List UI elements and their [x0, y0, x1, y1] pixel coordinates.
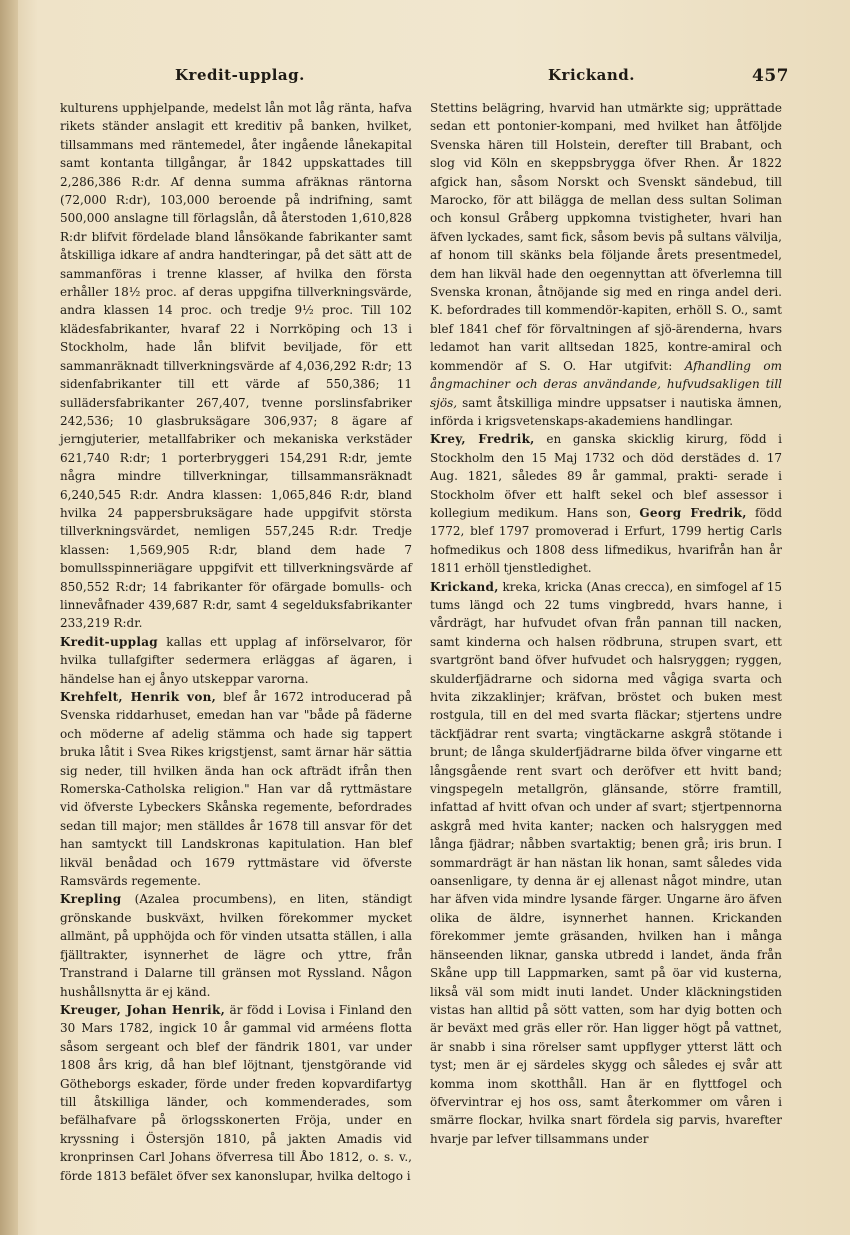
page-number: 457 [752, 66, 789, 86]
entry-kreuger [60, 1001, 412, 1185]
headword: Krehfelt, Henrik von, [60, 690, 217, 704]
entry-krehfelt [60, 688, 412, 890]
entry-kredit-upplag [60, 633, 412, 688]
entry-text: kallas ett upplag af införselvaror, för hvilka tullafgifter sedermera erläggas af ägaren, i händelse han ej ånyo utskeppar varorna. [60, 634, 412, 686]
right-paragraph-0 [430, 99, 782, 430]
entry-text: är född i Lovisa i Finland den 30 Mars 1782, ingick 10 år gammal vid arméens flotta såsom sergeant och blef der fändrik 1801, var under 1808 års krig, då han blef löjtnant, tjenstgörande vid Götheborgs eskader, förde under freden kopvardifartyg till åtskilliga länder, och kommenderades, som befälhafvare på örlogsskonerten Fröja, under en kryssning i Östersjön 1810, på jakten Amadis vid kronprinsen Carl Johans öfverresa till Åbo 1812, o. s. v., förde 1813 befälet öfver sex kanonslupar, hvilka deltogo i [60, 1002, 412, 1183]
headword: Krickand, [430, 579, 499, 594]
page-binding-edge [0, 0, 18, 1235]
headword: Krepling [60, 892, 122, 907]
entry-krepling [60, 890, 412, 1000]
headword: Kreuger, Johan Henrik, [60, 1002, 226, 1017]
headword-secondary: Georg Fredrik, [639, 505, 747, 520]
entry-text-tail: född 1772, blef 1797 promoverad i Erfurt, 1799 hertig Carls hofmedikus och 1808 dess lifmedikus, hvarifrån han år 1811 erhöll tjenstledighet. [430, 505, 782, 576]
left-column [60, 99, 412, 1185]
header-center-title: Krickand. [548, 66, 635, 84]
entry-text: blef år 1672 introducerad på Svenska riddarhuset, emedan han var "både på fäderne och möderne af adelig stämma och hade sig tappert bruka låtit i Svea Rikes krigstjenst, samt ärnar här sättia sig neder, till hvilken ända han ock afträdt ifrån then Romerska-Catholska religion." Han var då ryttmästare vid öfverste Lybeckers Skånska regemente, befordrades sedan till major; men ställdes år 1678 till ansvar för det han samtyckt till Landskronas kapitulation. Han blef likväl benådad och 1679 ryttmästare vid öfverste Ramsvärds regemente. [60, 690, 412, 889]
entry-krickand [430, 578, 782, 1149]
entry-text: kreka, kricka (Anas crecca), en simfogel af 15 tums längd och 22 tums vingbredd, hvars hanne, i vårdrägt, har hufvudet ofvan från pannan till nacken, samt kinderna och halsen rödbruna, strupen svart, ett svartgrönt band öfver hufvudet och halsryggen; ryggen, skulderfjädrarne och sidorna med vågiga svarta och hvita zikzaklinjer; kräfvan, bröstet och buken mest rostgula, till en del med svarta fläckar; stjertens undre täckfjädrar rent svarta; vingtäckarne askgrå stötande i brunt; de långa skulderfjädrarne bilda öfver vingarne ett långsgående rent svart och deröfver ett hvitt band; vingspegeln metallgrön, glänsande, större framtill, infattad af hvitt ofvan och under af svart; stjertpennorna askgrå med hvita kanter; nacken och halsryggen med långa fjädrar; nåbben svartaktig; benen grå; iris brun. I sommardrägt är han nästan lik honan, samt således vida oansenligare, ty denna är ej allenast något mindre, utan har äfven vida mindre lysande färger. Ungarne äro äfven olika de äldre, isynnerhet hannen. Krickanden förekommer jemte gräsanden, hvilken han i många hänseenden liknar, ganska utbredd i landet, ända från Skåne upp till Lappmarken, samt på öar vid kusterna, likså väl som midt inuti landet. Under kläckningstiden vistas han alltid på sött vatten, som har dyig botten och är beväxt med gräs eller rör. Han ligger högt på vattnet, är snabb i sina rörelser samt uppflyger ytterst lätt och tyst; men är ej särdeles skygg och således ej svår att komma inom skotthåll. Han är en flyttfogel och öfvervintrar ej hos oss, samt återkommer om våren i smärre flockar, hvilka snart fördela sig parvis, hvarefter hvarje par lefver tillsammans under [430, 579, 782, 1146]
left-text-0: kulturens upphjelpande, medelst lån mot låg ränta, hafva rikets ständer anslagit ett kreditiv på banken, hvilket, tillsammans med räntemedel, åter ingående lånekapital samt kontanta tillgångar, år 1842 uppskattades till 2,286,386 R:dr. Af denna summa afräknas räntorna (72,000 R:dr), 103,000 beroende på indrifning, samt 500,000 anslagne till förlagslån, då återstoden 1,610,828 R:dr blifvit fördelade bland lånsökande fabrikanter samt åtskilliga idkare af andra handteringar, på det sätt att de sammanföras i trenne klasser, af hvilka den första erhåller 18½ proc. af deras uppgifna tillverkningsvärde, andra klassen 14 proc. och tredje 9½ proc. Till 102 klädesfabrikanter, hvaraf 22 i Norrköping och 13 i Stockholm, hade lån blifvit beviljade, för ett sammanräknadt tillverkningsvärde af 4,036,292 R:dr; 13 sidenfabrikanter till ett värde af 550,386; 11 sullädersfabrikanter 267,407, tvenne porslinsfabriker 242,536; 10 glasbruksägare 306,937; 8 ägare af jerngjuterier, metallfabriker och mekaniska verkstäder 621,740 R:dr; 1 porterbryggeri 154,291 R:dr, jemte några mindre tillverkningar, tillsammansräknadt 6,240,545 R:dr. Andra klassen: 1,065,846 R:dr, bland hvilka 24 pappersbruksägare hade uppgifvit största tillverkningsvärdet, nemligen 557,245 R:dr. Tredje klassen: 1,569,905 R:dr, bland dem hade 7 bomullsspinneriägare uppgifvit ett tillverkningsvärde af 850,552 R:dr; 14 fabrikanter för ofärgade bomulls- och linnevåfnader 439,687 R:dr, samt 4 segelduksfabrikanter 233,219 R:dr. [60, 101, 412, 631]
right-column [430, 99, 782, 1148]
right-text-0-tail: samt åtskilliga mindre uppsatser i nautiska ämnen, införda i krigsvetenskaps-akademiens handlingar. [430, 395, 782, 428]
entry-text: en ganska skicklig kirurg, född i Stockholm den 15 Maj 1732 och död derstädes d. 17 Aug. 1821, således 89 år gammal, prakti- serade i Stockholm öfver ett halft sekel och blef assessor i kollegium medikum. Hans son, [430, 432, 783, 520]
headword: Krey, Fredrik, [430, 432, 535, 447]
right-text-0: Stettins belägring, hvarvid han utmärkte sig; upprättade sedan ett pontonier-kompani, med hvilket han åtföljde Svenska hären till Holstein, derefter till Brabant, och slog vid Köln en skeppsbrygga öfver Rhen. År 1822 afgick han, såsom Norskt och Svenskt sändebud, till Marocko, för att bilägga de mellan dess sultan Soliman och konsul Gråberg uppkomna tvistigheter, hvari han äfven lyckades, samt fick, såsom bevis på sultans välvilja, af honom till skänks bela följande årets presentmedel, dem han likväl hade den oegennyttan att öfverlemna till Svenska kronan, åtnöjande sig med en ringa andel deri. K. befordrades till kommendör-kapiten, erhöll S. O., samt blef 1841 chef för förvaltningen af sjö-ärenderna, hvars ledamot han varit alltsedan 1825, kontre-amiral och kommendör af S. O. Har utgifvit: [430, 101, 782, 373]
entry-text: (Azalea procumbens), en liten, ständigt grönskande buskväxt, hvilken förekommer mycket allmänt, på upphöjda och för vinden utsatta ställen, i alla fjälltrakter, isynnerhet de lägre och yttre, från Transtrand i Dalarne till gränsen mot Ryssland. Någon hushållsnytta är ej känd. [60, 892, 412, 999]
header-left-title: Kredit-upplag. [175, 66, 305, 84]
entry-krey [430, 430, 782, 577]
left-paragraph-0 [60, 99, 412, 633]
headword: Kredit-upplag [60, 634, 158, 649]
book-title: Afhandling om ångmachiner och deras användande, hufvudsakligen till sjös, [430, 358, 782, 410]
